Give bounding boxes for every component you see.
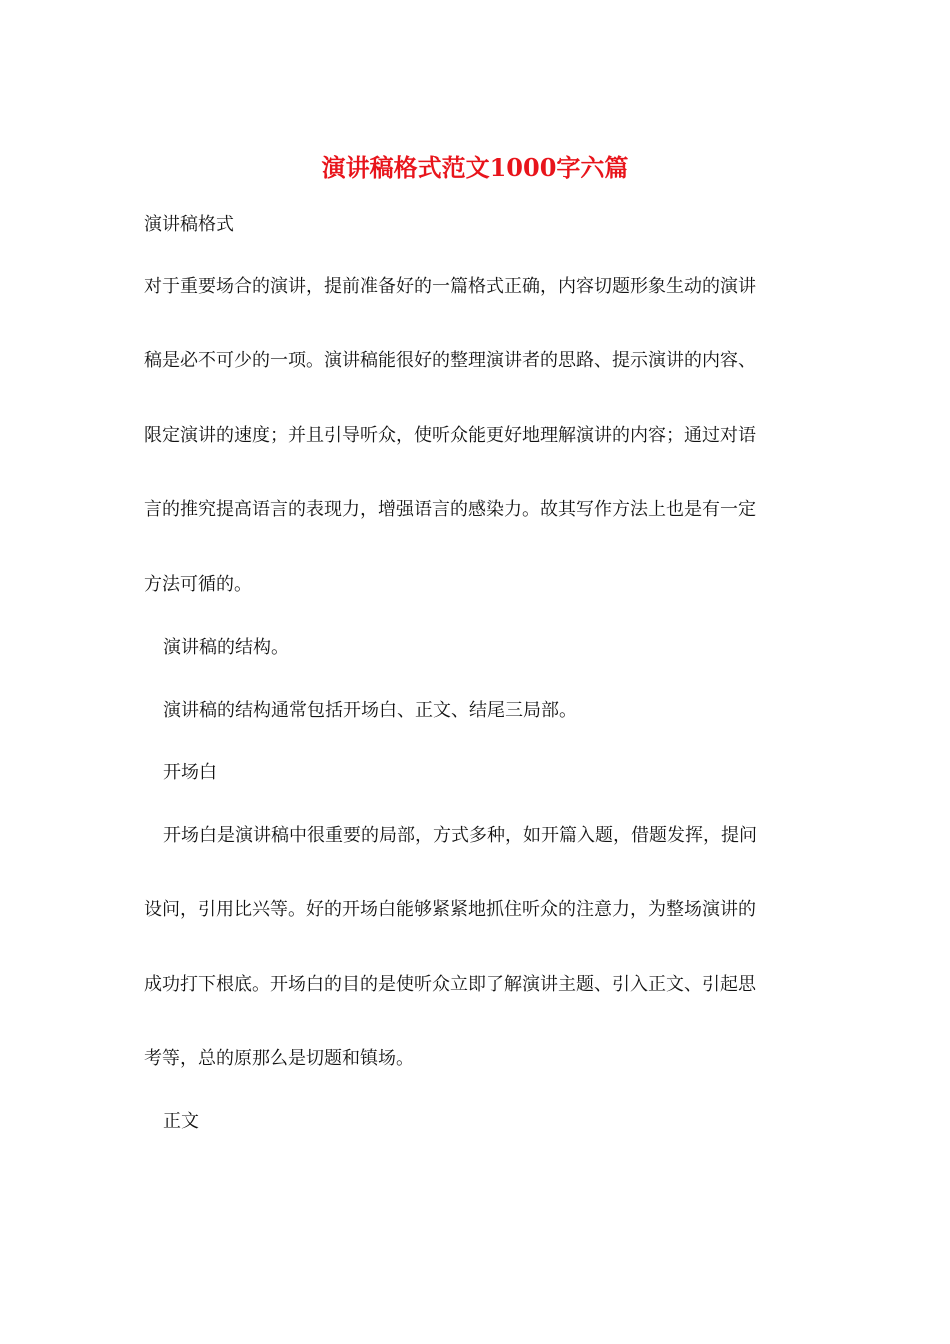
document-title: 演讲稿格式范文1000字六篇 [321,153,629,182]
opening-line-2: 设问，引用比兴等。好的开场白能够紧紧地抓住听众的注意力，为整场演讲的 [144,899,756,920]
body-heading: 正文 [163,1111,199,1132]
section-heading: 演讲稿格式 [144,214,234,235]
intro-line-3: 限定演讲的速度；并且引导听众，使听众能更好地理解演讲的内容；通过对语 [144,425,756,446]
intro-line-1: 对于重要场合的演讲，提前准备好的一篇格式正确，内容切题形象生动的演讲 [144,276,756,297]
intro-line-2: 稿是必不可少的一项。演讲稿能很好的整理演讲者的思路、提示演讲的内容、 [144,350,756,371]
intro-line-5: 方法可循的。 [144,574,252,595]
opening-line-4: 考等，总的原那么是切题和镇场。 [144,1048,414,1069]
opening-heading: 开场白 [163,762,217,783]
structure-description: 演讲稿的结构通常包括开场白、正文、结尾三局部。 [163,700,577,721]
structure-heading: 演讲稿的结构。 [163,637,289,658]
opening-line-1: 开场白是演讲稿中很重要的局部，方式多种，如开篇入题，借题发挥，提问 [163,825,757,846]
opening-line-3: 成功打下根底。开场白的目的是使听众立即了解演讲主题、引入正文、引起思 [144,974,756,995]
intro-line-4: 言的推究提高语言的表现力，增强语言的感染力。故其写作方法上也是有一定 [144,499,756,520]
